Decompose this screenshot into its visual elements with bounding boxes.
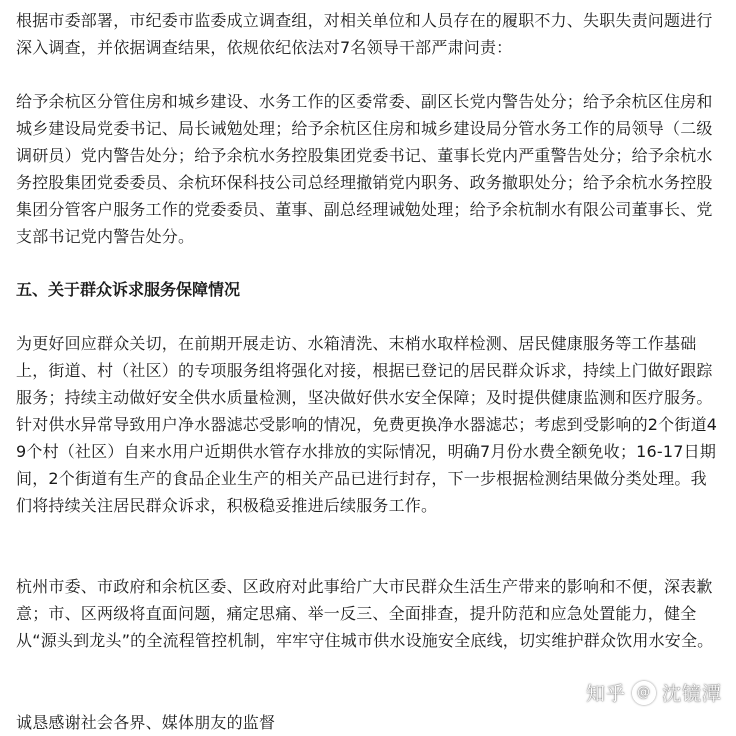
accountability-intro-paragraph: 根据市委部署，市纪委市监委成立调查组，对相关单位和人员存在的履职不力、失职失责问题进行深入调查，并依据调查结果，依规依纪依法对7名领导干部严肃问责： xyxy=(16,11,713,57)
watermark-author: 沈镜潭 xyxy=(661,683,722,705)
apology-paragraph: 杭州市委、市政府和余杭区委、区政府对此事给广大市民群众生活生产带来的影响和不便，深表歉意；市、区两级将直面问题，痛定思痛、举一反三、全面排查，提升防范和应急处置能力，健全从“源头到龙头”的全流程管控机制，牢牢守住城市供水设施安全底线，切实维护群众饮用水安全。 xyxy=(16,577,714,650)
at-icon: @ xyxy=(632,681,656,705)
disciplinary-actions-paragraph: 给予余杭区分管住房和城乡建设、水务工作的区委常委、副区长党内警告处分；给予余杭区住房和城乡建设局党委书记、局长诫勉处理；给予余杭区住房和城乡建设局分管水务工作的局领导（二级调研员）党内警告处分；给予余杭水务控股集团党委书记、董事长党内严重警告处分；给予余杭水务控股集团党委委员、余杭环保科技公司总经理撤销党内职务、政务撤职处分；给予余杭水务控股集团分管客户服务工作的党委委员、董事、副总经理诫勉处理；给予余杭制水有限公司董事长、党支部书记党内警告处分。 xyxy=(16,92,713,246)
watermark-platform: 知乎 xyxy=(585,683,626,705)
section-heading: 五、关于群众诉求服务保障情况 xyxy=(16,280,241,299)
zhihu-watermark xyxy=(586,679,722,706)
thanks-paragraph: 诚恳感谢社会各界、媒体朋友的监督 xyxy=(16,713,276,732)
service-guarantee-paragraph: 为更好回应群众关切，在前期开展走访、水箱清洗、末梢水取样检测、居民健康服务等工作基础上，街道、村（社区）的专项服务组将强化对接，根据已登记的居民群众诉求，持续上门做好跟踪服务；持续主动做好安全供水质量检测，坚决做好供水安全保障；及时提供健康监测和医疗服务。针对供水异常导致用户净水器滤芯受影响的情况，免费更换净水器滤芯；考虑到受影响的2个街道49个村（社区）自来水用户近期供水管存水排放的实际情况，明确7月份水费全额免收；16-17日期间，2个街道有生产的食品企业生产的相关产品已进行封存，下一步根据检测结果做分类处理。我们将持续关注居民群众诉求，积极稳妥推进后续服务工作。 xyxy=(16,334,718,515)
